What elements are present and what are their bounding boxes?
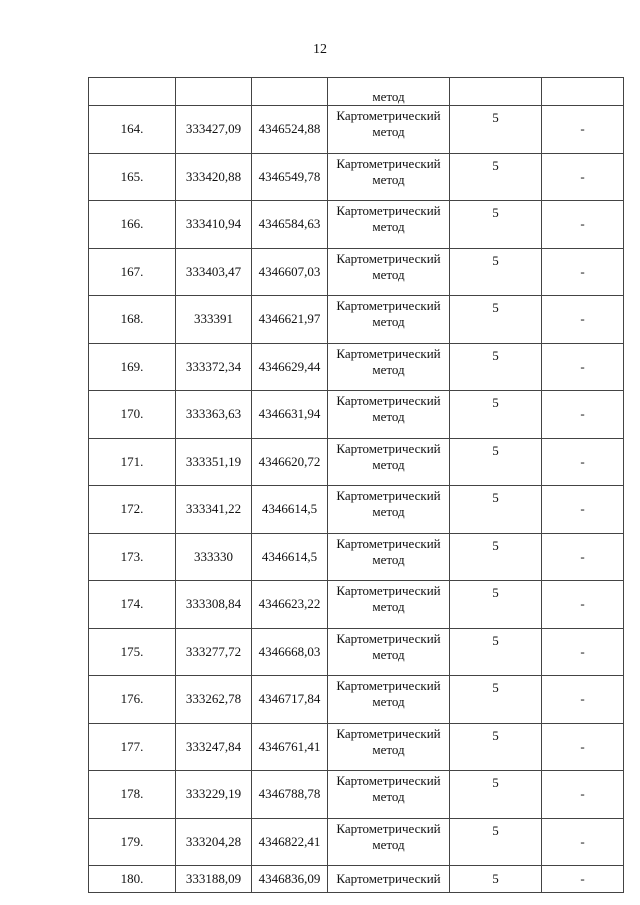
method-line-2: метод — [372, 409, 405, 424]
method-cell — [328, 771, 450, 819]
table-row — [89, 106, 624, 154]
coordinates-table — [88, 77, 624, 893]
method-cell — [328, 818, 450, 866]
accuracy-cell: 5 — [450, 676, 542, 724]
table-row — [89, 818, 624, 866]
x-coordinate-cell: 333363,63 — [176, 391, 252, 439]
method-cell — [328, 533, 450, 581]
y-coordinate-cell: 4346822,41 — [252, 818, 328, 866]
x-coordinate-cell: 333427,09 — [176, 106, 252, 154]
note-cell: - — [542, 771, 624, 819]
method-line-1: Картометрический — [336, 250, 441, 266]
method-line-1: Картометрический — [336, 820, 441, 836]
x-coordinate-cell: 333308,84 — [176, 581, 252, 629]
y-coordinate-cell: 4346614,5 — [252, 533, 328, 581]
y-coordinate-cell: 4346621,97 — [252, 296, 328, 344]
method-line-2: метод — [372, 456, 405, 472]
point-number-cell: 174. — [89, 581, 176, 629]
accuracy-cell: 5 — [450, 391, 542, 439]
method-line-2: метод — [372, 694, 405, 709]
accuracy-cell: 5 — [450, 533, 542, 581]
method-line-2: метод — [372, 361, 405, 377]
note-cell: - — [542, 343, 624, 391]
accuracy-cell: 5 — [450, 248, 542, 296]
point-number-cell — [89, 78, 176, 106]
accuracy-cell: 5 — [450, 723, 542, 771]
note-cell: - — [542, 248, 624, 296]
accuracy-cell: 5 — [450, 438, 542, 486]
method-line-1: Картометрический — [336, 203, 441, 218]
y-coordinate-cell: 4346607,03 — [252, 248, 328, 296]
method-line-2: метод — [372, 504, 405, 519]
method-line-2: метод — [372, 646, 405, 662]
y-coordinate-cell: 4346761,41 — [252, 723, 328, 771]
table-row — [89, 628, 624, 676]
method-line-2: метод — [372, 836, 405, 852]
note-cell: - — [542, 438, 624, 486]
x-coordinate-cell: 333262,78 — [176, 676, 252, 724]
x-coordinate-cell: 333372,34 — [176, 343, 252, 391]
table-row — [89, 296, 624, 344]
method-cell — [328, 343, 450, 391]
note-cell: - — [542, 676, 624, 724]
method-line-1: Картометрический — [336, 440, 441, 456]
x-coordinate-cell: 333247,84 — [176, 723, 252, 771]
x-coordinate-cell: 333341,22 — [176, 486, 252, 534]
continuation-row — [89, 78, 624, 106]
method-cell — [328, 153, 450, 201]
accuracy-cell: 5 — [450, 818, 542, 866]
table-row — [89, 153, 624, 201]
point-number-cell: 179. — [89, 818, 176, 866]
x-coordinate-cell: 333330 — [176, 533, 252, 581]
method-line-1: Картометрический — [336, 488, 441, 503]
table-row — [89, 391, 624, 439]
y-coordinate-cell: 4346668,03 — [252, 628, 328, 676]
method-cell — [328, 676, 450, 724]
method-cell — [328, 106, 450, 154]
table-row — [89, 866, 624, 893]
x-coordinate-cell: 333204,28 — [176, 818, 252, 866]
note-cell: - — [542, 866, 624, 893]
point-number-cell: 165. — [89, 153, 176, 201]
y-coordinate-cell: 4346623,22 — [252, 581, 328, 629]
method-line-1: Картометрический — [336, 535, 441, 551]
method-line-2: метод — [372, 266, 405, 282]
method-line-2: метод — [372, 551, 405, 567]
point-number-cell: 176. — [89, 676, 176, 724]
method-cell — [328, 248, 450, 296]
accuracy-cell: 5 — [450, 866, 542, 893]
method-line-1: Картометрический — [336, 345, 441, 361]
y-coordinate-cell: 4346717,84 — [252, 676, 328, 724]
y-coordinate-cell: 4346620,72 — [252, 438, 328, 486]
method-line-2: метод — [372, 741, 405, 757]
method-line-2: метод — [372, 314, 405, 329]
note-cell — [542, 78, 624, 106]
table-row — [89, 201, 624, 249]
note-cell: - — [542, 296, 624, 344]
method-line-1: Картометрический — [336, 630, 441, 646]
point-number-cell: 168. — [89, 296, 176, 344]
note-cell: - — [542, 533, 624, 581]
y-coordinate-cell: 4346584,63 — [252, 201, 328, 249]
method-line-1: Картометрический — [336, 393, 441, 408]
accuracy-cell — [450, 78, 542, 106]
method-line-1: Картометрический — [336, 773, 441, 788]
x-coordinate-cell: 333351,19 — [176, 438, 252, 486]
method-cell: метод — [328, 78, 450, 106]
table-row — [89, 533, 624, 581]
note-cell: - — [542, 723, 624, 771]
point-number-cell: 166. — [89, 201, 176, 249]
note-cell: - — [542, 486, 624, 534]
table-row — [89, 581, 624, 629]
point-number-cell: 164. — [89, 106, 176, 154]
point-number-cell: 175. — [89, 628, 176, 676]
note-cell: - — [542, 628, 624, 676]
y-coordinate-cell: 4346836,09 — [252, 866, 328, 893]
point-number-cell: 177. — [89, 723, 176, 771]
accuracy-cell: 5 — [450, 771, 542, 819]
y-coordinate-cell: 4346631,94 — [252, 391, 328, 439]
table-row — [89, 438, 624, 486]
x-coordinate-cell: 333403,47 — [176, 248, 252, 296]
table-row — [89, 343, 624, 391]
table-row — [89, 723, 624, 771]
method-cell — [328, 723, 450, 771]
method-line-2: метод — [372, 171, 405, 187]
accuracy-cell: 5 — [450, 296, 542, 344]
method-line-1: Картометрический — [336, 725, 441, 741]
point-number-cell: 173. — [89, 533, 176, 581]
x-coordinate-cell — [176, 78, 252, 106]
method-cell — [328, 296, 450, 344]
method-line-1: Картометрический — [336, 678, 441, 693]
y-coordinate-cell: 4346524,88 — [252, 106, 328, 154]
table-row — [89, 486, 624, 534]
x-coordinate-cell: 333277,72 — [176, 628, 252, 676]
accuracy-cell: 5 — [450, 201, 542, 249]
method-line-1: Картометрический — [336, 583, 441, 598]
method-cell — [328, 391, 450, 439]
point-number-cell: 172. — [89, 486, 176, 534]
method-cell — [328, 628, 450, 676]
method-cell — [328, 581, 450, 629]
note-cell: - — [542, 818, 624, 866]
point-number-cell: 169. — [89, 343, 176, 391]
note-cell: - — [542, 581, 624, 629]
x-coordinate-cell: 333188,09 — [176, 866, 252, 893]
x-coordinate-cell: 333229,19 — [176, 771, 252, 819]
accuracy-cell: 5 — [450, 581, 542, 629]
page-number: 12 — [313, 42, 327, 57]
point-number-cell: 178. — [89, 771, 176, 819]
method-line-1: Картометрический — [336, 298, 441, 313]
method-cell — [328, 201, 450, 249]
y-coordinate-cell: 4346629,44 — [252, 343, 328, 391]
y-coordinate-cell: 4346549,78 — [252, 153, 328, 201]
method-line-2: метод — [372, 124, 405, 139]
method-line-2: метод — [372, 789, 405, 804]
x-coordinate-cell: 333420,88 — [176, 153, 252, 201]
table-row — [89, 676, 624, 724]
note-cell: - — [542, 201, 624, 249]
method-cell — [328, 438, 450, 486]
x-coordinate-cell: 333410,94 — [176, 201, 252, 249]
table-row — [89, 771, 624, 819]
note-cell: - — [542, 153, 624, 201]
method-cell: Картометрический — [328, 866, 450, 893]
accuracy-cell: 5 — [450, 486, 542, 534]
accuracy-cell: 5 — [450, 628, 542, 676]
accuracy-cell: 5 — [450, 343, 542, 391]
method-cell — [328, 486, 450, 534]
method-line-1: Картометрический — [336, 155, 441, 171]
y-coordinate-cell: 4346788,78 — [252, 771, 328, 819]
accuracy-cell: 5 — [450, 106, 542, 154]
table-row — [89, 248, 624, 296]
note-cell: - — [542, 391, 624, 439]
y-coordinate-cell — [252, 78, 328, 106]
method-line-2: метод — [372, 219, 405, 234]
y-coordinate-cell: 4346614,5 — [252, 486, 328, 534]
note-cell: - — [542, 106, 624, 154]
point-number-cell: 170. — [89, 391, 176, 439]
point-number-cell: 167. — [89, 248, 176, 296]
x-coordinate-cell: 333391 — [176, 296, 252, 344]
point-number-cell: 171. — [89, 438, 176, 486]
point-number-cell: 180. — [89, 866, 176, 893]
method-line-1: Картометрический — [336, 108, 441, 123]
accuracy-cell: 5 — [450, 153, 542, 201]
method-line-2: метод — [372, 599, 405, 614]
